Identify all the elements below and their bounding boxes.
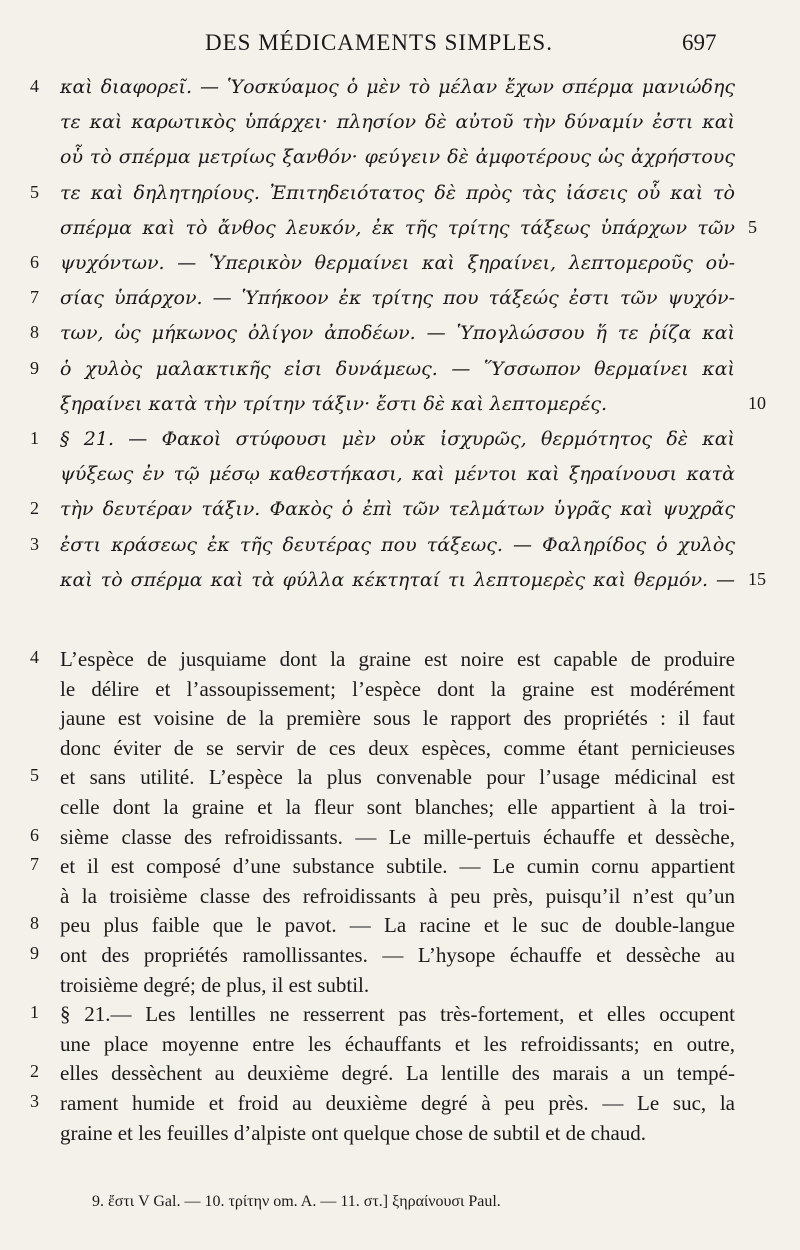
- french-line-text: peu plus faible que le pavot. — La racine et le suc de double-langue: [60, 913, 735, 938]
- greek-line: [0, 428, 800, 462]
- greek-line: [0, 463, 800, 497]
- left-line-number: 2: [30, 1061, 39, 1082]
- left-line-number: 1: [30, 1002, 39, 1023]
- french-line: [0, 1121, 800, 1155]
- french-line-text: § 21.— Les lentilles ne resserrent pas très-fortement, et elles occupent: [60, 1002, 735, 1027]
- greek-line: [0, 534, 800, 568]
- greek-line: [0, 76, 800, 110]
- french-line-text: une place moyenne entre les échauffants et les refroidissants; en outre,: [60, 1031, 735, 1056]
- greek-line-text: ψύξεως ἐν τῷ μέσῳ καθεστήκασι, καὶ μέντοι καὶ ξηραίνουσι κατὰ: [60, 463, 735, 486]
- right-line-number: 10: [748, 392, 766, 413]
- footnote: 9. ἔστι V Gal. — 10. τρίτην om. A. — 11. στ.] ξηραίνουσι Paul.: [92, 1193, 501, 1210]
- french-line-text: troisième degré; de plus, il est subtil.: [60, 972, 370, 997]
- right-line-number: 5: [748, 216, 757, 237]
- left-line-number: 3: [30, 1091, 39, 1111]
- left-line-number: 5: [30, 765, 39, 786]
- french-line-text: et sans utilité. L’espèce la plus convenable pour l’usage médicinal est: [60, 765, 735, 790]
- greek-line-text: σπέρμα καὶ τὸ ἄνθος λευκόν, ἐκ τῆς τρίτης τάξεως ὑπάρχων τῶν: [60, 216, 735, 239]
- greek-line: [0, 569, 800, 603]
- greek-line-text: καὶ τὸ σπέρμα καὶ τὰ φύλλα κέκτηταί τι λεπτομερὲς καὶ θερμόν. —: [60, 568, 735, 591]
- greek-line: [0, 498, 800, 532]
- french-line-text: et il est composé d’une substance subtile. — Le cumin cornu appartient: [60, 854, 735, 879]
- greek-line-text: σίας ὑπάρχον. — Ὑπήκοον ἐκ τρίτης που τάξεώς ἐστι τῶν ψυχόν-: [60, 287, 735, 310]
- left-line-number: 5: [30, 181, 39, 202]
- left-line-number: 8: [30, 322, 39, 343]
- french-line-text: graine et les feuilles d’alpiste ont quelque chose de subtil et de chaud.: [60, 1120, 647, 1145]
- greek-line-text: § 21. — Φακοὶ στύφουσι μὲν οὐκ ἰσχυρῶς, θερμότητος δὲ καὶ: [60, 428, 735, 450]
- greek-line: [0, 322, 800, 356]
- greek-line: [0, 182, 800, 216]
- running-title: DES MÉDICAMENTS SIMPLES.: [205, 30, 553, 55]
- left-line-number: 6: [30, 824, 39, 845]
- greek-line-text: ξηραίνει κατὰ τὴν τρίτην τάξιν· ἔστι δὲ καὶ λεπτομερές.: [60, 392, 608, 415]
- left-line-number: 2: [30, 498, 39, 519]
- left-line-number: 3: [30, 533, 39, 554]
- greek-line-text: τε καὶ καρωτικὸς ὑπάρχει· πλησίον δὲ αὐτοῦ τὴν δύναμίν ἐστι καὶ: [60, 111, 735, 134]
- french-line-text: à la troisième classe des refroidissants à peu près, puisqu’il n’est qu’un: [60, 883, 735, 908]
- greek-line: [0, 358, 800, 392]
- left-line-number: 6: [30, 252, 39, 272]
- greek-line-text: τὴν δευτέραν τάξιν. Φακὸς ὁ ἐπὶ τῶν τελμάτων ὑγρᾶς καὶ ψυχρᾶς: [60, 498, 735, 521]
- greek-line: [0, 287, 800, 321]
- greek-line: [0, 217, 800, 251]
- left-line-number: 9: [30, 357, 39, 378]
- french-line-text: elles dessèchent au deuxième degré. La lentille des marais a un tempé-: [60, 1061, 735, 1086]
- left-line-number: 7: [30, 287, 39, 308]
- page-number: 697: [682, 30, 717, 55]
- greek-line: [0, 252, 800, 286]
- french-line-text: le délire et l’assoupissement; l’espèce dont la graine est modérément: [60, 676, 735, 701]
- left-line-number: 4: [30, 647, 39, 667]
- greek-line-text: ὁ χυλὸς μαλακτικῆς εἰσι δυνάμεως. — Ὕσσωπον θερμαίνει καὶ: [60, 357, 735, 380]
- greek-line-text: ψυχόντων. — Ὑπερικὸν θερμαίνει καὶ ξηραίνει, λεπτομεροῦς οὐ-: [60, 252, 735, 274]
- french-line-text: jaune est voisine de la première sous le rapport des propriétés : il faut: [60, 706, 735, 731]
- page-header: [0, 30, 800, 66]
- french-line-text: donc éviter de se servir de ces deux espèces, comme étant pernicieuses: [60, 735, 735, 760]
- french-line-text: celle dont la graine et la fleur sont blanches; elle appartient à la troi-: [60, 795, 735, 819]
- greek-line-text: καὶ διαφορεῖ. — Ὑοσκύαμος ὁ μὲν τὸ μέλαν ἔχων σπέρμα μανιώδης: [60, 76, 735, 98]
- french-line-text: sième classe des refroidissants. — Le mille-pertuis échauffe et dessèche,: [60, 824, 735, 849]
- greek-line-text: των, ὡς μήκωνος ὀλίγον ἀποδέων. — Ὑπογλώσσου ἥ τε ῥίζα καὶ: [60, 322, 735, 345]
- greek-line: [0, 111, 800, 145]
- left-line-number: 8: [30, 913, 39, 934]
- left-line-number: 9: [30, 943, 39, 963]
- right-line-number: 15: [748, 568, 766, 589]
- greek-line: [0, 146, 800, 180]
- french-line-text: L’espèce de jusquiame dont la graine est noire est capable de produire: [60, 647, 735, 671]
- left-line-number: 7: [30, 854, 39, 875]
- french-line-text: ont des propriétés ramollissantes. — L’hysope échauffe et dessèche au: [60, 943, 735, 967]
- greek-line-text: ἐστι κράσεως ἐκ τῆς δευτέρας που τάξεως. — Φαληρίδος ὁ χυλὸς: [60, 533, 735, 556]
- french-line-text: rament humide et froid au deuxième degré à peu près. — Le suc, la: [60, 1091, 735, 1115]
- left-line-number: 4: [30, 76, 39, 96]
- left-line-number: 1: [30, 428, 39, 448]
- greek-line: [0, 393, 800, 427]
- greek-line-text: οὗ τὸ σπέρμα μετρίως ξανθόν· φεύγειν δὲ ἀμφοτέρους ὡς ἀχρήστους: [60, 146, 735, 169]
- greek-line-text: τε καὶ δηλητηρίους. Ἐπιτηδειότατος δὲ πρὸς τὰς ἰάσεις οὗ καὶ τὸ: [60, 181, 735, 204]
